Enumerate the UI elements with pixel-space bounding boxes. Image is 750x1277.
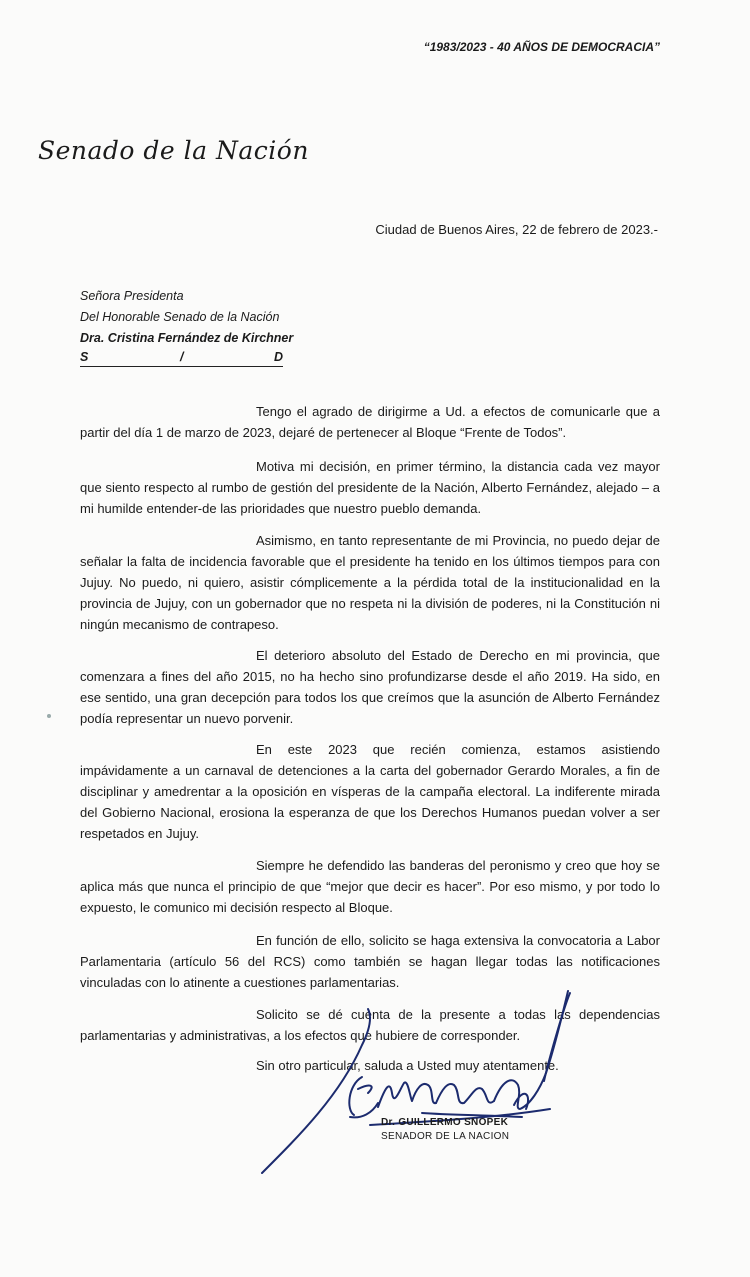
- sd-slash: /: [180, 350, 184, 364]
- signatory-name: Dr. GUILLERMO SNOPEK: [381, 1117, 509, 1128]
- header-motto: “1983/2023 - 40 AÑOS DE DEMOCRACIA”: [423, 40, 660, 54]
- handwritten-signature: [250, 985, 580, 1180]
- paragraph-6: Siempre he defendido las banderas del peronismo y creo que hoy se aplica más que nunca el principio de que “mejor que decir es hacer”. Por eso mismo, y por todo lo expuesto, le comunico mi decisión respecto al Bloque.: [80, 858, 660, 915]
- scan-speck: [47, 714, 51, 718]
- sd-d: D: [274, 350, 284, 364]
- signatory-title: SENADOR DE LA NACION: [381, 1131, 510, 1142]
- sd-s: S: [80, 350, 89, 364]
- institution-letterhead: Senado de la Nación: [38, 136, 309, 165]
- paragraph-2: Motiva mi decisión, en primer término, la distancia cada vez mayor que siento respecto al rumbo de gestión del presidente de la Nación, Alberto Fernández, alejado – a mi humilde entender-de las prioridades que nuestro pueblo demanda.: [80, 459, 660, 516]
- date-line: Ciudad de Buenos Aires, 22 de febrero de 2023.-: [375, 222, 658, 237]
- paragraph-5: En este 2023 que recién comienza, estamos asistiendo impávidamente a un carnaval de detenciones a la carta del gobernador Gerardo Morales, a fin de disciplinar y amedrentar a la oposición en vísperas de la campaña electoral. La indiferente mirada del Gobierno Nacional, erosiona la esperanza de que los Derechos Humanos puedan volver a ser respetados en Jujuy.: [80, 742, 660, 841]
- addressee-name: Dra. Cristina Fernández de Kirchner: [80, 331, 294, 345]
- addressee-line-2: Del Honorable Senado de la Nación: [80, 310, 280, 324]
- addressee-line-1: Señora Presidenta: [80, 289, 184, 303]
- paragraph-8: Solicito se dé cuenta de la presente a todas las dependencias parlamentarias y administrativas, a los efectos que hubiere de corresponder.: [80, 1007, 660, 1043]
- paragraph-3: Asimismo, en tanto representante de mi Provincia, no puedo dejar de señalar la falta de incidencia favorable que el presidente ha tenido en los últimos tiempos para con Jujuy. No puedo, ni quiero, asistir cómplicemente a la pérdida total de la institucionalidad en la provincia de Jujuy, con un gobernador que no respeta ni la división de poderes, ni la Constitución ni ningún mecanismo de contrapeso.: [80, 533, 660, 632]
- paragraph-4: El deterioro absoluto del Estado de Derecho en mi provincia, que comenzara a fines del año 2015, no ha hecho sino profundizarse desde el año 2019. Ha sido, en ese sentido, una gran decepción para todos los que creímos que la asunción de Alberto Fernández podía representar un nuevo porvenir.: [80, 648, 660, 726]
- sd-line: [80, 350, 283, 367]
- paragraph-7: En función de ello, solicito se haga extensiva la convocatoria a Labor Parlamentaria (artículo 56 del RCS) como también se hagan llegar todas las notificaciones vinculadas con lo atinente a cuestiones parlamentarias.: [80, 933, 660, 990]
- paragraph-1: Tengo el agrado de dirigirme a Ud. a efectos de comunicarle que a partir del día 1 de marzo de 2023, dejaré de pertenecer al Bloque “Frente de Todos”.: [80, 404, 660, 440]
- closing-line: Sin otro particular, saluda a Usted muy atentamente.: [256, 1058, 559, 1073]
